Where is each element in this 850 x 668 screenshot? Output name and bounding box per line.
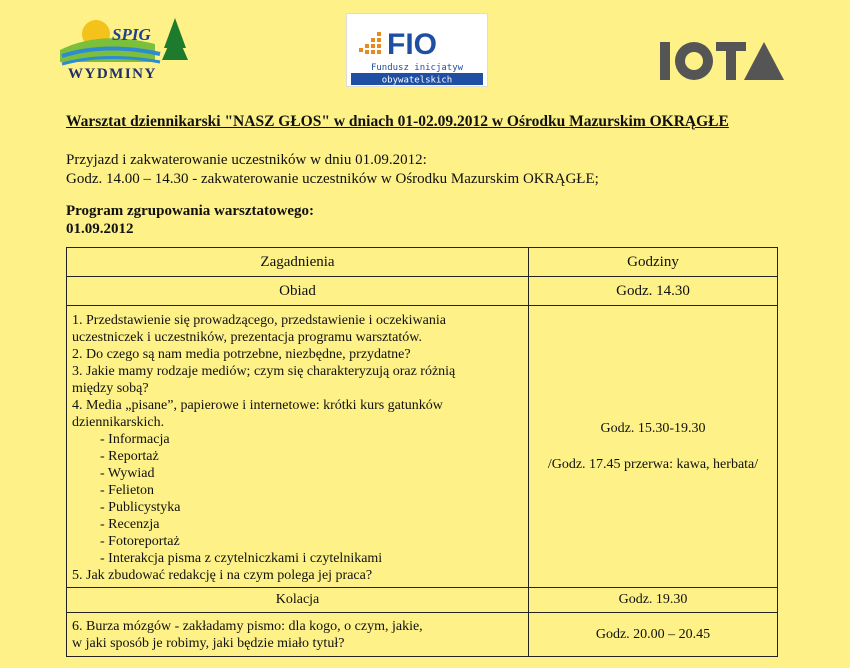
sub-item: - Recenzja — [100, 517, 160, 532]
document-title: Warsztat dziennikarski "NASZ GŁOS" w dniach 01-02.09.2012 w Ośrodku Mazurskim OKRĄGŁE — [66, 113, 729, 130]
row-hours — [529, 306, 778, 588]
svg-text:SPIG: SPIG — [112, 25, 151, 44]
topic-line: 5. Jak zbudować redakcję i na czym polega jej praca? — [72, 568, 373, 583]
topic-line: 1. Przedstawienie się prowadzącego, przedstawienie i oczekiwania — [72, 313, 446, 328]
row-hours: Godz. 19.30 — [529, 588, 778, 613]
table-row — [67, 277, 778, 306]
hours-range: Godz. 15.30-19.30 — [600, 420, 706, 436]
sub-item: - Publicystyka — [100, 500, 181, 515]
topic-line: 6. Burza mózgów - zakładamy pismo: dla kogo, o czym, jakie, — [72, 619, 423, 634]
fio-logo — [346, 13, 488, 87]
row-hours: Godz. 14.30 — [529, 277, 778, 306]
topic-line: w jaki sposób je robimy, jaki będzie miało tytuł? — [72, 636, 345, 651]
sub-item: - Felieton — [100, 483, 155, 498]
header-topics: Zagadnienia — [67, 248, 529, 277]
break-note: /Godz. 17.45 przerwa: kawa, herbata/ — [547, 456, 759, 472]
intro-line: Przyjazd i zakwaterowanie uczestników w dniu 01.09.2012: — [66, 152, 427, 168]
intro-line: Godz. 14.00 – 14.30 - zakwaterowanie uczestników w Ośrodku Mazurskim OKRĄGŁE; — [66, 171, 599, 187]
topic-line: 4. Media „pisane”, papierowe i internetowe: krótki kurs gatunków — [72, 398, 443, 413]
header-hours: Godziny — [529, 248, 778, 277]
table-header-row — [67, 248, 778, 277]
program-date: 01.09.2012 — [66, 221, 134, 237]
table-row — [67, 306, 778, 588]
table-row — [67, 588, 778, 613]
schedule-table — [66, 247, 778, 657]
iota-logo — [660, 40, 785, 82]
svg-text:FIO: FIO — [387, 28, 437, 61]
row-topic — [67, 613, 529, 657]
svg-text:obywatelskich: obywatelskich — [381, 75, 453, 86]
sub-item: - Reportaż — [100, 449, 159, 464]
program-title: Program zgrupowania warsztatowego: — [66, 203, 315, 219]
spig-wydminy-logo — [60, 10, 190, 82]
row-topic: Kolacja — [67, 588, 529, 613]
topic-line: 3. Jakie mamy rodzaje mediów; czym się charakteryzują oraz różnią — [72, 364, 456, 379]
intro-block — [66, 151, 599, 189]
svg-text:Fundusz inicjatyw: Fundusz inicjatyw — [370, 63, 464, 73]
topic-line: 2. Do czego są nam media potrzebne, niezbędne, przydatne? — [72, 347, 411, 362]
svg-text:WYDMINY: WYDMINY — [68, 66, 157, 82]
topic-line: między sobą? — [72, 381, 149, 396]
row-topic — [67, 306, 529, 588]
row-hours: Godz. 20.00 – 20.45 — [529, 613, 778, 657]
row-topic: Obiad — [67, 277, 529, 306]
sub-item: - Informacja — [100, 432, 170, 447]
sub-item: - Wywiad — [100, 466, 155, 481]
topic-line: dziennikarskich. — [72, 415, 165, 430]
program-heading — [66, 202, 314, 238]
sub-item: - Interakcja pisma z czytelniczkami i czytelnikami — [100, 551, 383, 566]
sub-item: - Fotoreportaż — [100, 534, 180, 549]
table-row — [67, 613, 778, 657]
logo-bar — [0, 0, 850, 100]
topic-line: uczestniczek i uczestników, prezentacja programu warsztatów. — [72, 330, 422, 345]
